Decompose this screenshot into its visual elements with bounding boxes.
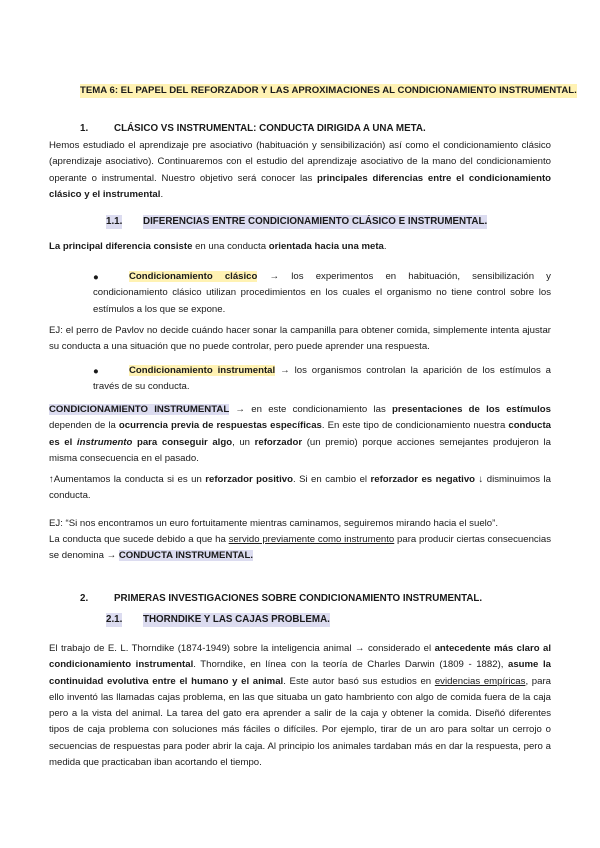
section-2-number: 2. [80, 593, 89, 604]
instrumental-definition: CONDICIONAMIENTO INSTRUMENTAL → en este condicionamiento las presentaciones de los estímulos dependen de la ocurrencia previa de respuestas específicas. En este tipo de condicionamiento nuestra conducta es el instrumento para conseguir algo, un reforzador (un premio) porque acciones semejantes produjeron la misma consecuencia en el pasado. [49, 404, 552, 464]
section-2-1-heading: THORNDIKE Y LAS CAJAS PROBLEMA. [143, 614, 330, 625]
section-1-paragraph: Hemos estudiado el aprendizaje pre asociativo (habituación y sensibilización) así como el condicionamiento clásico (aprendizaje asociativo). Continuaremos con el estudio del aprendizaje asociativo de la mano del condicionamiento operante o instrumental. Nuestro objetivo será conocer las principales diferencias entre el condicionamiento clásico y el instrumental. [49, 140, 551, 200]
example-pavlov: EJ: el perro de Pavlov no decide cuándo hacer sonar la campanilla para obtener comida, simplemente intenta ajustar su conducta a una situación que no puede controlar, pero puede aprender una respuesta. [49, 325, 551, 353]
reinforcer-paragraph: ↑Aumentamos la conducta si es un reforzador positivo. Si en cambio el reforzador es negativo ↓ disminuimos la conducta. [49, 474, 552, 502]
section-2-1-number: 2.1. [106, 614, 123, 625]
section-1-1-heading: DIFERENCIAS ENTRE CONDICIONAMIENTO CLÁSICO E INSTRUMENTAL. [143, 216, 488, 227]
bullet-classical-marker: ● [93, 272, 99, 283]
bullet-classical: Condicionamiento clásico → los experimentos en habituación, sensibilización y condicionamiento clásico utilizan procedimientos en los cuales el organismo no tiene control sobre los estímulos a los que se expone. [93, 271, 551, 315]
bullet-instrumental: Condicionamiento instrumental → los organismos controlan la aparición de los estímulos a través de su conducta. [93, 365, 551, 393]
section-1-1-intro: La principal diferencia consiste en una conducta orientada hacia una meta. [49, 241, 387, 252]
section-1-number: 1. [80, 123, 89, 134]
bullet-instrumental-marker: ● [93, 366, 99, 377]
instrumental-conduct-paragraph: La conducta que sucede debido a que ha servido previamente como instrumento para producir ciertas consecuencias se denomina → CONDUCTA INSTRUMENTAL. [49, 534, 551, 562]
thorndike-paragraph: El trabajo de E. L. Thorndike (1874-1949) sobre la inteligencia animal → considerado el antecedente más claro al condicionamiento instrumental. Thorndike, en línea con la teoría de Charles Darwin (1809 - 1882), asume la continuidad evolutiva entre el humano y el animal. Este autor basó sus estudios en evidencias empíricas, para ello inventó las llamadas cajas problema, en las que situaba un gato hambriento con algo de comida fuera de la caja pero a la vista del animal. La tarea del gato era aprender a salir de la caja y obtener la comida. Diseñó diferentes tipos de caja problema con soluciones más fáciles o difíciles. Por ejemplo, tirar de un aro para soltar un cerrojo o secuencias de respuestas para poder abrir la caja. Al principio los animales tardaban más en dar la respuesta, pero a medida que practicaban iban acortando el tiempo. [49, 643, 551, 769]
document-title: TEMA 6: EL PAPEL DEL REFORZADOR Y LAS APROXIMACIONES AL CONDICIONAMIENTO INSTRUMENTAL. [80, 85, 577, 96]
section-1-1-number: 1.1. [106, 216, 123, 227]
example-euro: EJ: “Si nos encontramos un euro fortuitamente mientras caminamos, seguiremos mirando hacia el suelo”. [49, 518, 498, 529]
section-1-heading: CLÁSICO VS INSTRUMENTAL: CONDUCTA DIRIGIDA A UNA META. [114, 123, 426, 134]
section-2-heading: PRIMERAS INVESTIGACIONES SOBRE CONDICIONAMIENTO INSTRUMENTAL. [114, 593, 483, 604]
